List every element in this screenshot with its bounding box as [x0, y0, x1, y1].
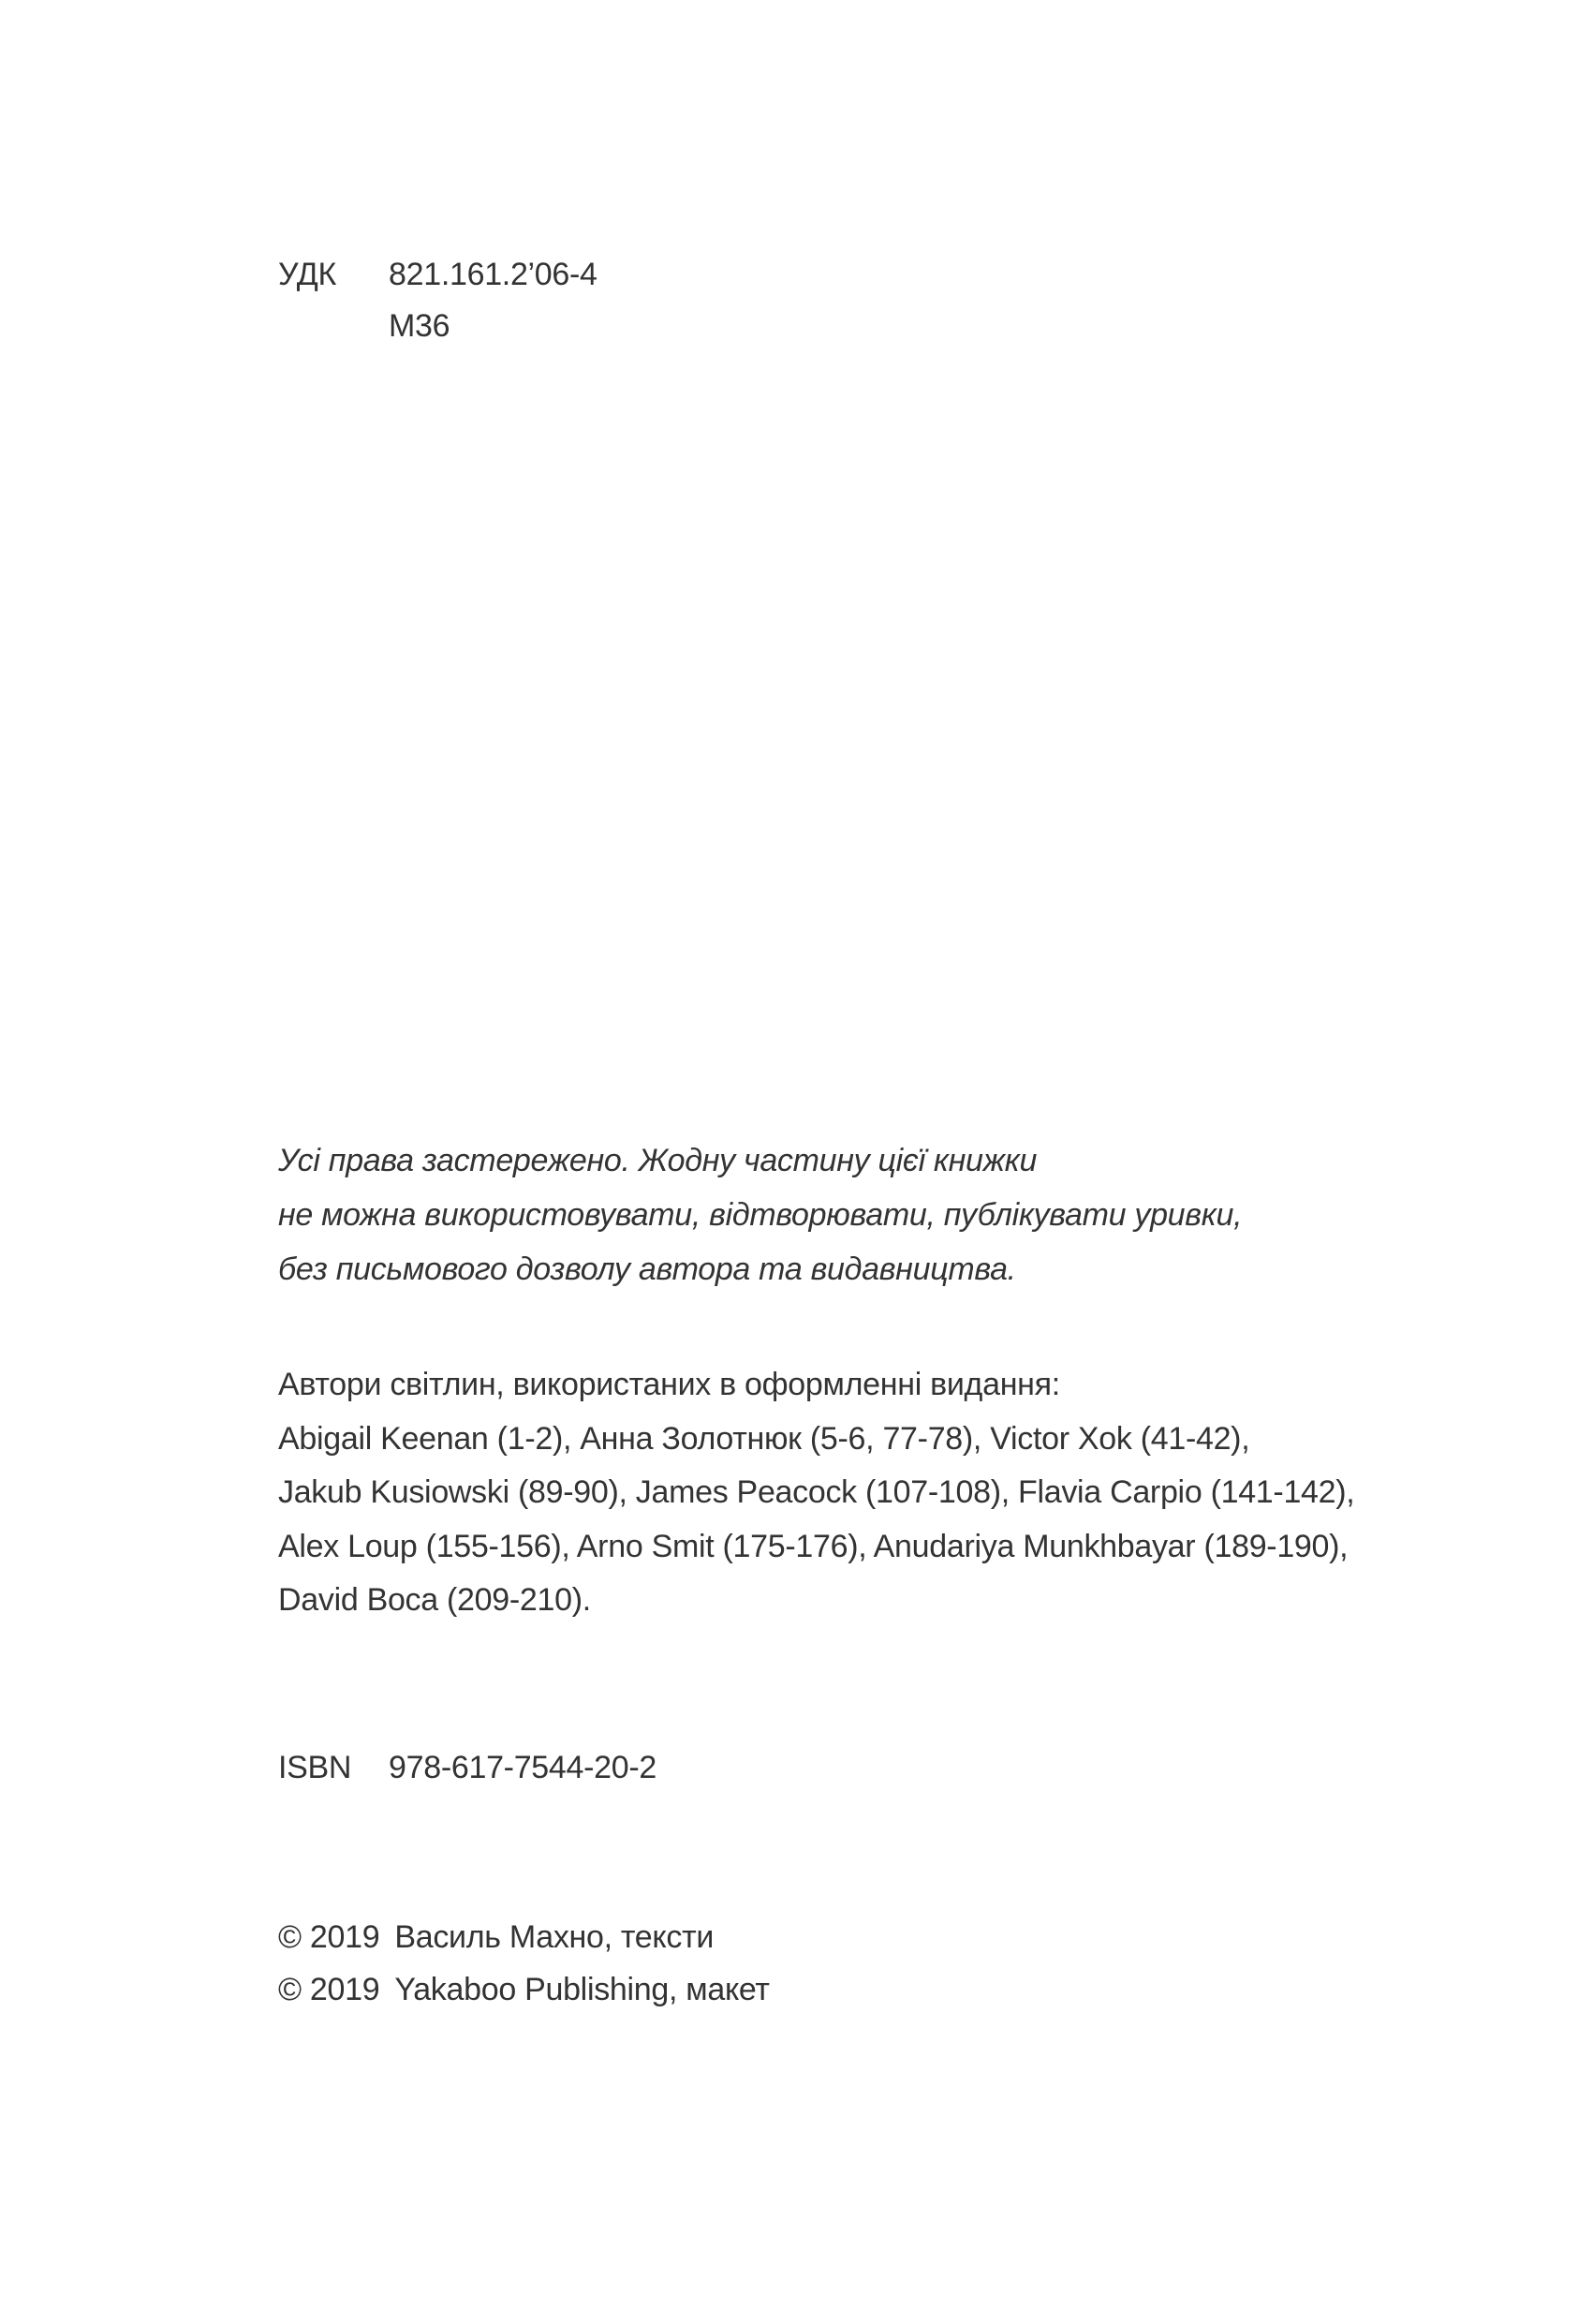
copyright-symbol-year: © 2019 [278, 1972, 380, 2007]
copyright-line [278, 1963, 770, 2016]
rights-notice [278, 1133, 1242, 1296]
isbn-block [278, 1742, 656, 1794]
photo-credits-line: Jakub Kusiowski (89-90), James Peacock (107-108), Flavia Carpio (141-142), [278, 1474, 1355, 1510]
udc-block [278, 249, 597, 352]
photo-credits [278, 1358, 1354, 1628]
rights-notice-line: не можна використовувати, відтворювати, публікувати уривки, [278, 1197, 1243, 1233]
copyright-line [278, 1911, 770, 1963]
udc-row [278, 249, 597, 301]
photo-credits-heading: Автори світлин, використаних в оформленні видання: [278, 1367, 1060, 1402]
udc-label: УДК [278, 257, 337, 292]
udc-author-sign-row [278, 301, 597, 352]
photo-credits-line: David Boca (209-210). [278, 1582, 591, 1618]
photo-credits-line: Abigail Keenan (1-2), Анна Золотнюк (5-6, 77-78), Victor Xok (41-42), [278, 1420, 1250, 1457]
copyright-holder: Василь Махно, тексти [394, 1919, 715, 1955]
copyright-holder: Yakaboo Publishing, макет [394, 1972, 770, 2007]
isbn-value: 978-617-7544-20-2 [389, 1750, 657, 1785]
rights-notice-line: Усі права застережено. Жодну частину цієї книжки [278, 1143, 1038, 1178]
photo-credits-line: Alex Loup (155-156), Arno Smit (175-176), Anudariya Munkhbayar (189-190), [278, 1528, 1349, 1564]
copyright-symbol-year: © 2019 [278, 1919, 380, 1955]
copyright-block [278, 1911, 770, 2016]
rights-notice-line: без письмового дозволу автора та видавництва. [278, 1251, 1016, 1287]
isbn-label: ISBN [278, 1750, 352, 1785]
udc-author-sign: М36 [389, 308, 450, 344]
udc-code: 821.161.2’06-4 [389, 257, 597, 292]
